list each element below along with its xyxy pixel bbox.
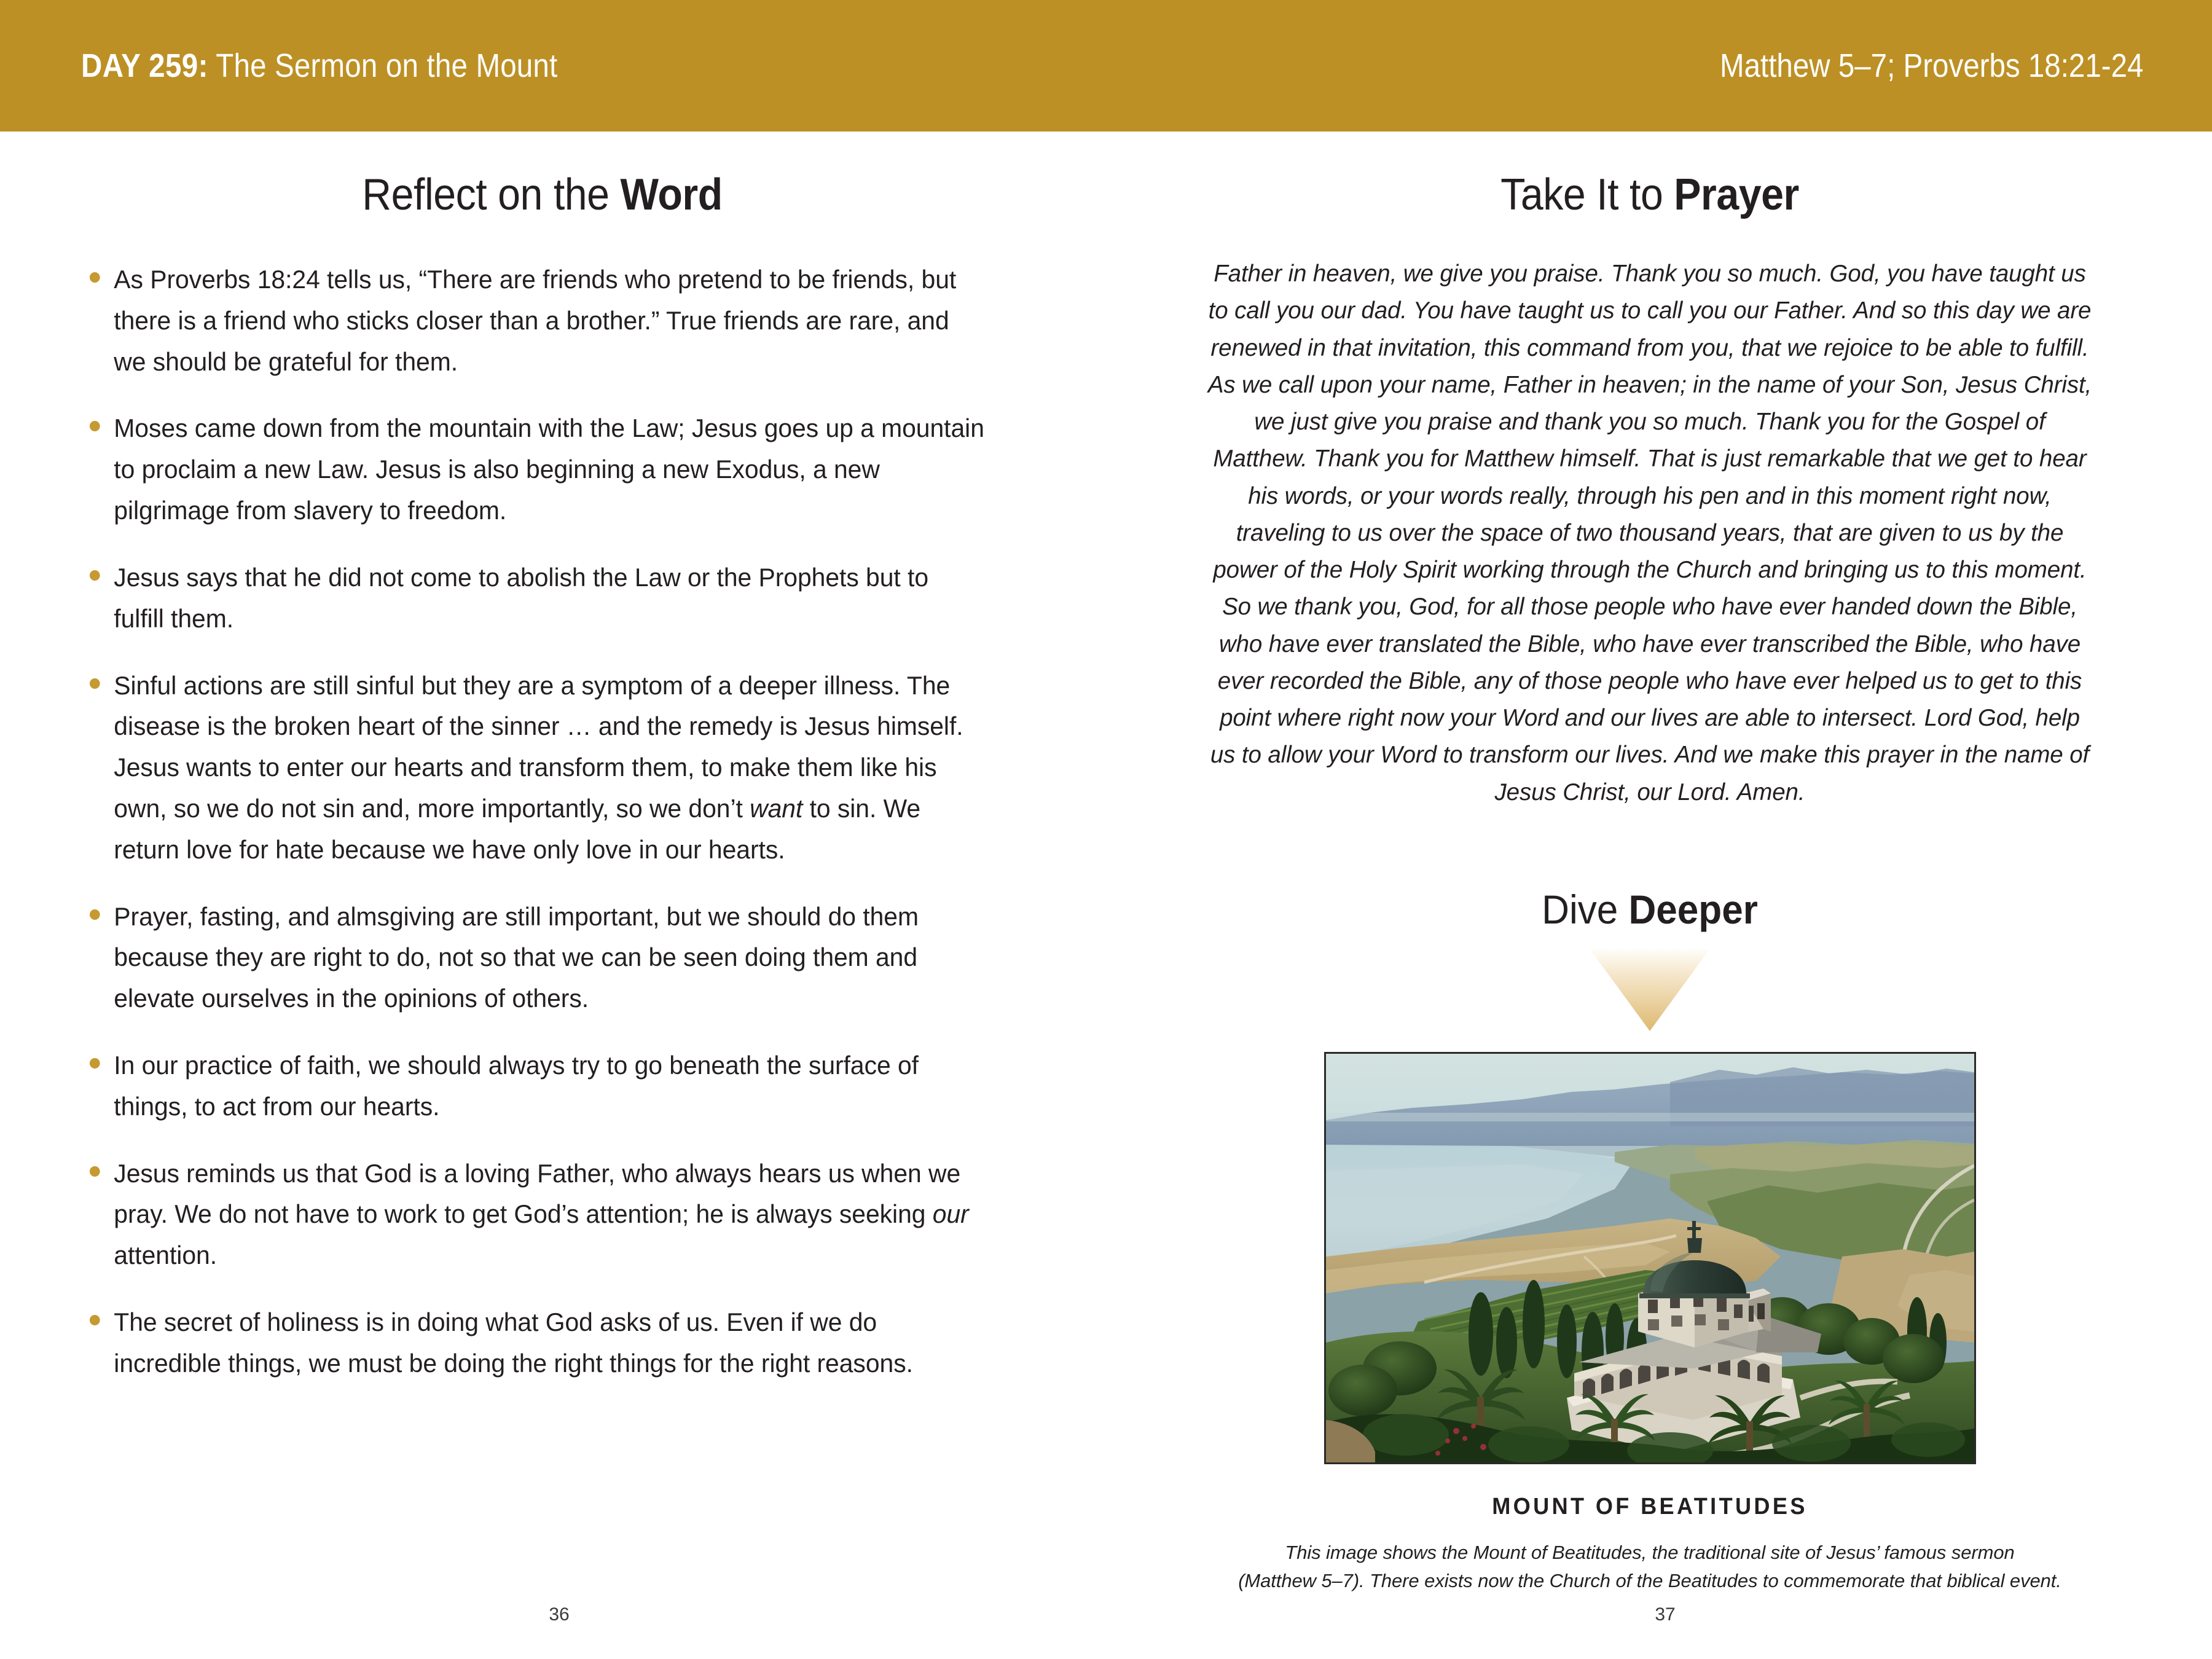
header-scripture-reference: Matthew 5–7; Proverbs 18:21-24 [1719, 47, 2143, 84]
page-header-band [0, 0, 2212, 131]
reflect-heading-bold: Word [620, 170, 723, 219]
mount-of-beatitudes-photo [1324, 1052, 1976, 1464]
header-title: The Sermon on the Mount [216, 47, 558, 84]
dive-heading-regular: Dive [1542, 886, 1629, 932]
list-item: Jesus says that he did not come to abolish the Law or the Prophets but to fulfill them. [86, 557, 985, 640]
reflect-heading-regular: Reflect on the [362, 170, 621, 219]
photo-caption-body [1204, 1520, 2095, 1595]
list-item: Sinful actions are still sinful but they are a symptom of a deeper illness. The disease is the broken heart of the sinner … and the remedy is Jesus himself. Jesus wants to enter our hearts and transform them, to make them like his own, so we do not sin and, more importantly, so we don’t want to sin. We return love for hate because we have only love in our hearts. [86, 665, 985, 871]
photo-caption-title: MOUNT OF BEATITUDES [1492, 1493, 1808, 1520]
caption-line-2: (Matthew 5–7). There exists now the Church of the Beatitudes to commemorate that biblical event. [1238, 1569, 2061, 1591]
header-day-label: DAY 259: [81, 47, 208, 84]
list-item: Prayer, fasting, and almsgiving are still important, but we should do them because they are right to do, not so that we can be seen doing them and elevate ourselves in the opinions of others. [86, 896, 985, 1019]
prayer-heading-regular: Take It to [1500, 170, 1674, 219]
dive-deeper-heading [1231, 811, 2069, 933]
prayer-text: Father in heaven, we give you praise. Thank you so much. God, you have taught us to call you our dad. You have taught us to call you our Father. And so this day we are renewed in that invitation, this command from you, that we rejoice to be able to fulfill. As we call upon your name, Father in heaven; in the name of your Son, Jesus Christ, we just give you praise and thank you so much. Thank you for the Gospel of Matthew. Thank you for Matthew himself. That is just remarkable that we get to hear his words, or your words really, through his pen and in this moment right now, traveling to us over the space of two thousand years, that are given to us by the power of the Holy Spirit working through the Church and bringing us to this moment. So we thank you, God, for all those people who have ever handed down the Bible, who have ever translated the Bible, who have ever transcribed the Bible, who have ever recorded the Bible, any of those people who have ever helped us to get to this point where right now your Word and our lives are able to intersect. Lord God, help us to allow your Word to transform our lives. And we make this prayer in the name of Jesus Christ, our Lord. Amen. [1207, 261, 2092, 806]
page-number-right: 37 [1655, 1604, 1676, 1625]
left-page-column [0, 131, 1106, 1410]
prayer-heading-bold: Prayer [1674, 170, 1799, 219]
take-it-to-prayer-heading [1240, 131, 2060, 220]
triangle-down-arrow-icon [1590, 949, 1710, 1031]
reflect-on-the-word-heading [122, 131, 962, 220]
header-day-title [81, 47, 557, 85]
page-body [0, 131, 2212, 1659]
reflection-bullet-list [86, 220, 998, 1384]
list-item: Jesus reminds us that God is a loving Father, who always hears us when we pray. We do not have to work to get God’s attention; he is always seeking our attention. [86, 1153, 985, 1276]
caption-line-1: This image shows the Mount of Beatitudes, the traditional site of Jesus’ famous sermon [1285, 1541, 2015, 1563]
list-item: The secret of holiness is in doing what God asks of us. Even if we do incredible things, we must be doing the right things for the right reasons. [86, 1302, 985, 1384]
photo-container [1204, 1031, 2095, 1464]
right-page-column [1106, 131, 2212, 1595]
dive-deeper-arrow-container [1204, 933, 2095, 1031]
dive-heading-bold: Deeper [1628, 886, 1758, 932]
list-item: In our practice of faith, we should always try to go beneath the surface of things, to act from our hearts. [86, 1045, 985, 1128]
photo-illustration [1326, 1054, 1974, 1462]
list-item: Moses came down from the mountain with the Law; Jesus goes up a mountain to proclaim a new Law. Jesus is also beginning a new Exodus, a new pilgrimage from slavery to freedom. [86, 408, 985, 531]
list-item: As Proverbs 18:24 tells us, “There are friends who pretend to be friends, but there is a friend who sticks closer than a brother.” True friends are rare, and we should be grateful for them. [86, 259, 985, 382]
page-number-left: 36 [549, 1604, 570, 1625]
